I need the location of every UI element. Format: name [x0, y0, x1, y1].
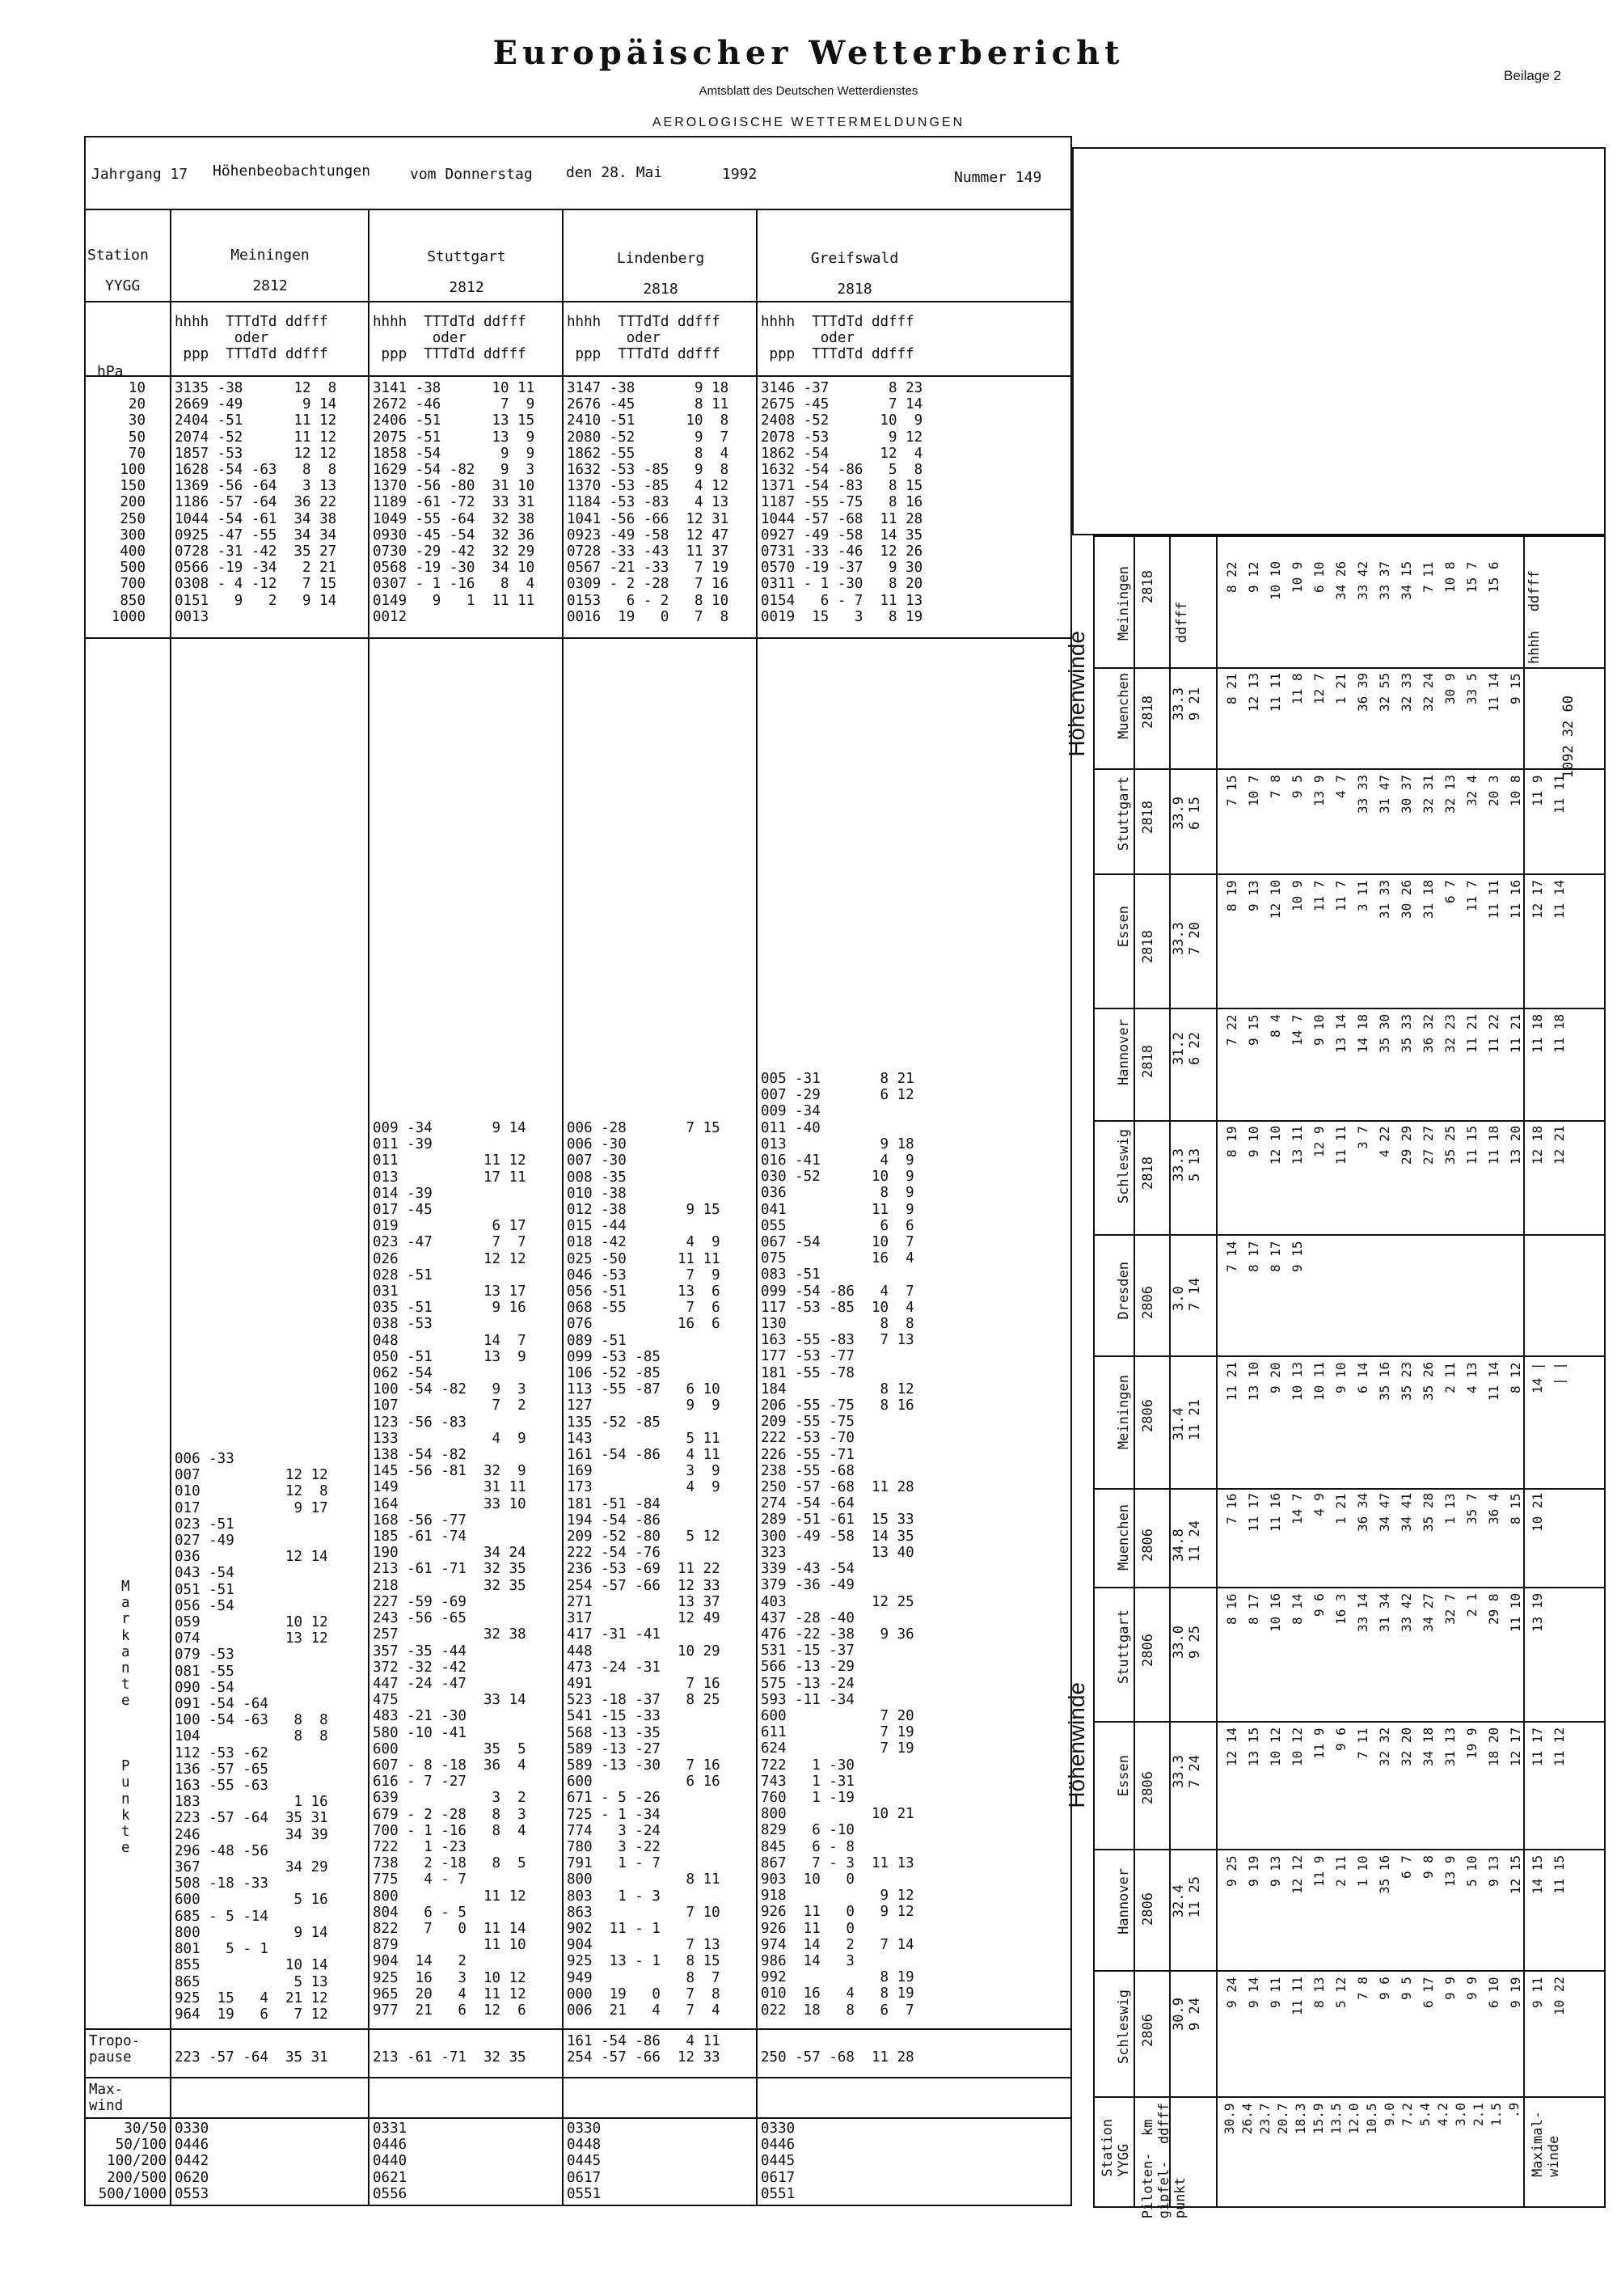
std-data-stuttgart: 3141 -38 10 11 2672 -46 7 9 2406 -51 13 15 2075 -51 13 9 1858 -54 9 9 1629 -54 -82 9 3 1370 -56 -80 31 10 1189 -61 -72 33 31 1049 -55 -64 32 38 0930 -45 -54 32 36 0730 -29 -42 32 29 0568 -19 -30 34 10 0307 - 1 -16 8 4 0149 9 1 11 11 0012	[373, 380, 535, 625]
side-station-stuttgart-2806: Stuttgart	[1116, 1609, 1132, 1685]
hoehenwinde-label-bottom: Höhenwinde	[1064, 1682, 1089, 1808]
maxwind-lindenberg: 0330 0448 0445 0617 0551	[567, 2121, 602, 2202]
side-ddfff-1: ddfff	[1526, 570, 1543, 612]
station-name-lindenberg: Lindenberg	[616, 250, 705, 267]
maxwind-meiningen: 0330 0446 0442 0620 0553	[175, 2121, 209, 2202]
side-winds-schleswig-2818: 8 19 9 10 12 10 13 11 12 9 11 11 3 7 4 22 29 29 27 27 35 25 11 15 11 18 13 20 12 18 12 21	[1224, 1126, 1567, 1165]
side-station-muenchen-2806: Muenchen	[1116, 1504, 1132, 1571]
pressure-levels: 10 20 30 50 70 100 150 200 250 300 400 500 700 850 1000	[111, 380, 146, 625]
station-name-stuttgart: Stuttgart	[427, 248, 506, 265]
side-ddfff-meiningen: ddfff	[1174, 602, 1190, 644]
side-yygg-dresden-2806: 2806	[1140, 1286, 1156, 1319]
side-yygg-stuttgart-2806: 2806	[1140, 1634, 1156, 1667]
side-top-essen-2806: 33.3 7 24	[1171, 1755, 1203, 1788]
issue-number: Nummer 149	[954, 169, 1042, 186]
side-station-schleswig-2806: Schleswig	[1116, 1989, 1132, 2065]
side-station-muenchen-2818: Muenchen	[1116, 673, 1132, 739]
side-maxwind-extra: 1092 32 60	[1560, 696, 1577, 779]
year: 1992	[722, 166, 758, 183]
side-yygg-muenchen-2818: 2818	[1140, 696, 1156, 729]
side-top-muenchen-2818: 33.3 9 21	[1171, 687, 1203, 721]
side-winds-meiningen-2818: 8 22 9 12 10 10 10 9 6 10 34 26 33 42 33 37 34 15 7 11 10 8 15 7 15 6	[1224, 561, 1501, 601]
section-title: AEROLOGISCHE WETTERMELDUNGEN	[652, 116, 965, 129]
side-yygg-schleswig-2806: 2806	[1140, 2014, 1156, 2047]
side-yygg-hannover-2818: 2818	[1140, 1045, 1156, 1078]
maxwind-greifswald: 0330 0446 0445 0617 0551	[761, 2121, 796, 2202]
side-station-meiningen-2818: Meiningen	[1116, 566, 1132, 641]
column-header-meiningen: hhhh TTTdTd ddfff oder ppp TTTdTd ddfff	[175, 314, 328, 363]
side-yygg-stuttgart-2818: 2818	[1140, 801, 1156, 834]
side-station-dresden-2806: Dresden	[1116, 1262, 1132, 1320]
side-winds-hannover-2806: 9 25 9 19 9 13 12 12 11 9 2 11 1 10 35 16 6 7 9 8 13 9 5 10 9 13 12 15 14 15 11 15	[1224, 1855, 1567, 1895]
side-top-hannover-2818: 31.2 6 22	[1171, 1032, 1203, 1065]
sig-data-lindenberg: 006 -28 7 15 006 -30 007 -30 008 -35 010 -38 012 -38 9 15 015 -44 018 -42 4 9 025 -50 11 11 046 -53 7 9 056 -51 13 6 068 -55 7 6 076 16 6 089 -51 099 -53 -85 106 -52 -85 113 -55 -87 6 10 127 9 9 135 -52 -85 143 5 11 161 -54 -86 4 11 169 3 9 173 4 9 181 -51 -84 194 -54 -86 209 -52 -80 5 12 222 -54 -76 236 -53 -69 11 22 254 -57 -66 12 33 271 13 37 317 12 49 417 -31 -41 448 10 29 473 -24 -31 491 7 16 523 -18 -37 8 25 541 -15 -33 568 -13 -35 589 -13 -27 589 -13 -30 7 16 600 6 16 671 - 5 -26 725 - 1 -34 774 3 -24 780 3 -22 791 1 - 7 800 8 11 803 1 - 3 863 7 10 902 11 - 1 904 7 13 925 13 - 1 8 15 949 8 7 000 19 0 7 8 006 21 4 7 4	[567, 1120, 720, 2019]
side-winds-essen-2818: 8 19 9 13 12 10 10 9 11 7 11 7 3 11 31 33 30 26 31 18 6 7 11 7 11 11 11 16 12 17 11 14	[1224, 880, 1567, 920]
markante-punkte-label: M a r k a n t e P u n k t e	[121, 1579, 130, 1857]
side-winds-muenchen-2818: 8 21 12 13 11 11 11 8 12 7 1 21 36 39 32 55 32 33 32 24 30 9 33 5 11 14 9 15	[1224, 673, 1523, 712]
side-top-essen-2818: 33.3 7 20	[1171, 922, 1203, 955]
side-yygg-meiningen-2806: 2806	[1140, 1399, 1156, 1432]
maxwind-label: Max- wind	[89, 2082, 124, 2115]
side-top-dresden-2806: 3.0 7 14	[1171, 1278, 1203, 1311]
sig-data-greifswald: 005 -31 8 21 007 -29 6 12 009 -34 011 -40 013 9 18 016 -41 4 9 030 -52 10 9 036 8 9 041 11 9 055 6 6 067 -54 10 7 075 16 4 083 -51 099 -54 -86 4 7 117 -53 -85 10 4 130 8 8 163 -55 -83 7 13 177 -53 -77 181 -55 -78 184 8 12 206 -55 -75 8 16 209 -55 -75 222 -53 -70 226 -55 -71 238 -55 -68 250 -57 -68 11 28 274 -54 -64 289 -51 -61 15 33 300 -49 -58 14 35 323 13 40 339 -43 -54 379 -36 -49 403 12 25 437 -28 -40 476 -22 -38 9 36 531 -15 -37 566 -13 -29 575 -13 -24 593 -11 -34 600 7 20 611 7 19 624 7 19 722 1 -30 743 1 -31 760 1 -19 800 10 21 829 6 -10 845 6 - 8 867 7 - 3 11 13 903 10 0 918 9 12 926 11 0 9 12 926 11 0 974 14 2 7 14 986 14 3 992 8 19 010 16 4 8 19 022 18 8 6 7	[761, 1071, 914, 2019]
obs-type: Höhenbeobachtungen	[213, 163, 371, 180]
side-yygg-schleswig-2818: 2818	[1140, 1156, 1156, 1190]
side-top-schleswig-2818: 33.3 5 13	[1171, 1148, 1203, 1182]
side-top-meiningen-2806: 31.4 11 21	[1171, 1399, 1203, 1441]
tropo-greifswald: 250 -57 -68 11 28	[761, 2049, 914, 2066]
column-header-stuttgart: hhhh TTTdTd ddfff oder ppp TTTdTd ddfff	[373, 314, 526, 363]
side-yygg-muenchen-2806: 2806	[1140, 1529, 1156, 1562]
side-winds-schleswig-2806: 9 24 9 14 9 11 11 11 8 13 5 12 7 8 9 6 9 5 6 17 9 9 9 9 6 10 9 19 9 11 10 22	[1224, 1977, 1567, 2016]
side-maximalwinde-label: Maximal- winde	[1530, 2111, 1562, 2177]
side-km-values: 30.9 26.4 23.7 20.7 18.3 15.9 13.5 12.0 10.5 9.0 7.2 5.4 4.2 3.0 2.1 1.5 .9	[1222, 2103, 1522, 2134]
side-hhhh-1: hhhh	[1526, 631, 1543, 664]
side-station-essen-2806: Essen	[1116, 1755, 1132, 1797]
side-station-label: Station YYGG	[1100, 2119, 1132, 2177]
side-frame-top	[1072, 147, 1606, 535]
yygg-label: YYGG	[105, 277, 141, 294]
side-top-stuttgart-2806: 33.0 9 25	[1171, 1626, 1203, 1659]
date: den 28. Mai	[566, 164, 663, 181]
tropo-meiningen: 223 -57 -64 35 31	[175, 2049, 328, 2066]
side-top-schleswig-2806: 30.9 9 24	[1171, 1998, 1203, 2031]
side-station-essen-2818: Essen	[1116, 906, 1132, 948]
station-name-meiningen: Meiningen	[230, 247, 310, 264]
side-station-stuttgart-2818: Stuttgart	[1116, 776, 1132, 852]
hoehenwinde-label-top: Höhenwinde	[1064, 631, 1089, 757]
station-name-greifswald: Greifswald	[810, 250, 899, 267]
std-data-meiningen: 3135 -38 12 8 2669 -49 9 14 2404 -51 11 12 2074 -52 11 12 1857 -53 12 12 1628 -54 -63 8 8 1369 -56 -64 3 13 1186 -57 -64 36 22 1044 -54 -61 34 38 0925 -47 -55 34 34 0728 -31 -42 35 27 0566 -19 -34 2 21 0308 - 4 -12 7 15 0151 9 2 9 14 0013	[175, 380, 337, 625]
report-title: Europäischer Wetterbericht	[492, 34, 1125, 72]
side-winds-hannover-2818: 7 22 9 15 8 4 14 7 9 10 13 14 14 18 35 30 35 33 36 32 32 23 11 21 11 22 11 21 11 18 11 18	[1224, 1014, 1567, 1054]
side-winds-essen-2806: 12 14 13 15 10 12 10 12 11 9 9 6 7 11 32 32 32 20 34 18 31 13 19 9 18 20 12 17 11 17 11 12	[1224, 1727, 1567, 1767]
side-yygg-hannover-2806: 2806	[1140, 1892, 1156, 1926]
side-winds-meiningen-2806: 11 21 13 10 9 20 10 13 10 11 9 10 6 14 35 16 35 23 35 26 2 11 4 13 11 14 8 12 14 | | |	[1224, 1362, 1567, 1402]
std-data-lindenberg: 3147 -38 9 18 2676 -45 8 11 2410 -51 10 8 2080 -52 9 7 1862 -55 8 4 1632 -53 -85 9 8 1370 -53 -85 4 12 1184 -53 -83 4 13 1041 -56 -66 12 31 0923 -49 -58 12 47 0728 -33 -43 11 37 0567 -21 -33 7 19 0309 - 2 -28 7 16 0153 6 - 2 8 10 0016 19 0 7 8	[567, 380, 729, 625]
hpa-label: hPa	[97, 363, 124, 380]
jahrgang: Jahrgang 17	[91, 166, 188, 183]
maxwind-levels: 30/50 50/100 100/200 200/500 500/1000	[98, 2121, 167, 2202]
side-station-hannover-2806: Hannover	[1116, 1868, 1132, 1934]
side-yygg-meiningen-2818: 2818	[1140, 570, 1156, 603]
column-header-lindenberg: hhhh TTTdTd ddfff oder ppp TTTdTd ddfff	[567, 314, 720, 363]
side-top-stuttgart-2818: 33.9 6 15	[1171, 797, 1203, 830]
side-winds-dresden-2806: 7 14 8 17 8 17 9 15	[1224, 1241, 1305, 1272]
yygg-stuttgart: 2812	[449, 279, 484, 296]
station-label: Station	[87, 247, 149, 264]
report-subtitle: Amtsblatt des Deutschen Wetterdienstes	[699, 84, 918, 98]
std-data-greifswald: 3146 -37 8 23 2675 -45 7 14 2408 -52 10 9 2078 -53 9 12 1862 -54 12 4 1632 -54 -86 5 8 1371 -54 -83 8 15 1187 -55 -75 8 16 1044 -57 -68 11 28 0927 -49 -58 14 35 0731 -33 -46 12 26 0570 -19 -37 9 30 0311 - 1 -30 8 20 0154 6 - 7 11 13 0019 15 3 8 19	[761, 380, 923, 625]
maxwind-stuttgart: 0331 0446 0440 0621 0556	[373, 2121, 407, 2202]
side-station-hannover-2818: Hannover	[1116, 1019, 1132, 1085]
side-winds-stuttgart-2818: 7 15 10 7 7 8 9 5 13 9 4 7 33 33 31 47 30 37 32 31 32 13 32 4 20 3 10 8 11 9 11 11	[1224, 775, 1567, 814]
beilage-label: Beilage 2	[1504, 68, 1561, 83]
side-top-hannover-2806: 32.4 11 25	[1171, 1876, 1203, 1918]
column-header-greifswald: hhhh TTTdTd ddfff oder ppp TTTdTd ddfff	[761, 314, 914, 363]
side-yygg-essen-2818: 2818	[1140, 930, 1156, 963]
yygg-lindenberg: 2818	[643, 281, 678, 298]
yygg-greifswald: 2818	[837, 281, 872, 298]
yygg-meiningen: 2812	[252, 277, 288, 294]
side-station-schleswig-2818: Schleswig	[1116, 1129, 1132, 1204]
sig-data-stuttgart: 009 -34 9 14 011 -39 011 11 12 013 17 11 014 -39 017 -45 019 6 17 023 -47 7 7 026 12 12 028 -51 031 13 17 035 -51 9 16 038 -53 048 14 7 050 -51 13 9 062 -54 100 -54 -82 9 3 107 7 2 123 -56 -83 133 4 9 138 -54 -82 145 -56 -81 32 9 149 31 11 164 33 10 168 -56 -77 185 -61 -74 190 34 24 213 -61 -71 32 35 218 32 35 227 -59 -69 243 -56 -65 257 32 38 357 -35 -44 372 -32 -42 447 -24 -47 475 33 14 483 -21 -30 580 -10 -41 600 35 5 607 - 8 -18 36 4 616 - 7 -27 639 3 2 679 - 2 -28 8 3 700 - 1 -16 8 4 722 1 -23 738 2 -18 8 5 775 4 - 7 800 11 12 804 6 - 5 822 7 0 11 14 879 11 10 904 14 2 925 16 3 10 12 965 20 4 11 12 977 21 6 12 6	[373, 1120, 526, 2019]
sig-data-meiningen: 006 -33 007 12 12 010 12 8 017 9 17 023 -51 027 -49 036 12 14 043 -54 051 -51 056 -54 059 10 12 074 13 12 079 -53 081 -55 090 -54 091 -54 -64 100 -54 -63 8 8 104 8 8 112 -53 -62 136 -57 -65 163 -55 -63 183 1 16 223 -57 -64 35 31 246 34 39 296 -48 -56 367 34 29 508 -18 -33 600 5 16 685 - 5 -14 800 9 14 801 5 - 1 855 10 14 865 5 13 925 15 4 21 12 964 19 6 7 12	[175, 1451, 328, 2023]
side-winds-stuttgart-2806: 8 16 8 17 10 16 8 14 9 6 16 3 33 14 31 34 33 42 34 27 32 7 2 1 29 8 11 10 13 19	[1224, 1593, 1545, 1633]
side-piloten-label: Piloten- km gipfel- ddfff punkt	[1140, 2103, 1188, 2219]
tropo-lindenberg: 161 -54 -86 4 11 254 -57 -66 12 33	[567, 2033, 720, 2066]
tropo-stuttgart: 213 -61 -71 32 35	[373, 2049, 526, 2066]
side-winds-muenchen-2806: 7 16 11 17 11 16 14 7 4 9 1 21 36 34 34 47 34 41 35 28 1 13 35 7 36 4 8 15 10 21	[1224, 1493, 1545, 1533]
weekday: vom Donnerstag	[410, 166, 533, 183]
side-station-meiningen-2806: Meiningen	[1116, 1375, 1132, 1450]
side-yygg-essen-2806: 2806	[1140, 1771, 1156, 1804]
side-top-muenchen-2806: 34.8 11 24	[1171, 1520, 1203, 1562]
tropopause-label: Tropo- pause	[89, 2033, 141, 2066]
